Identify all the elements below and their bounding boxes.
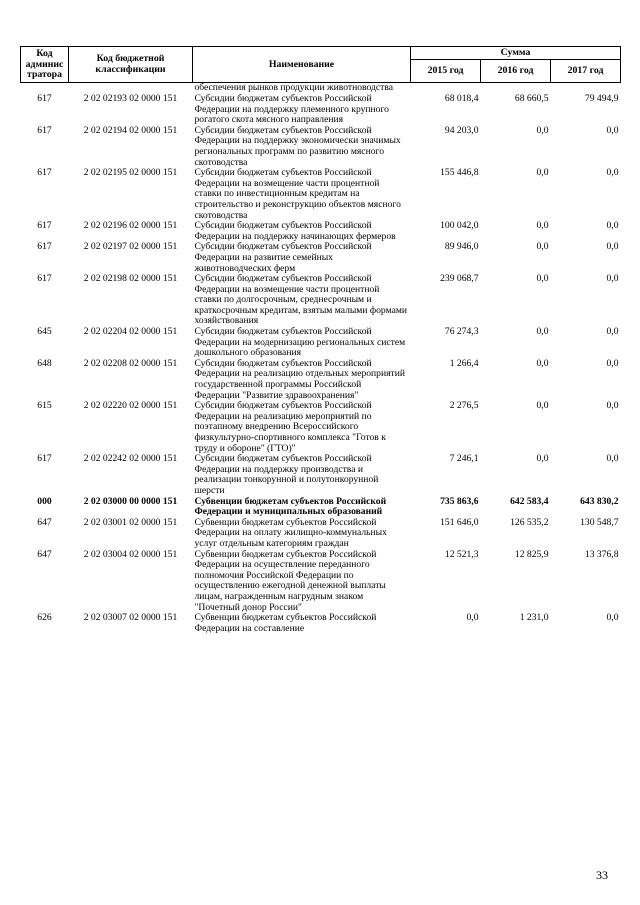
name-cell: Субвенции бюджетам субъектов Российской Федерации и муниципальных образований — [194, 495, 387, 518]
admin-code-cell: 617 — [37, 241, 52, 253]
sum-2015-cell: 12 521,3 — [444, 548, 479, 560]
sum-2015-cell: 2 276,5 — [449, 400, 479, 412]
sum-2016-cell: 0,0 — [536, 357, 549, 369]
sum-2017-cell: 643 830,2 — [580, 495, 619, 507]
table-row — [21, 221, 621, 242]
sum-2016-cell: 68 660,5 — [514, 93, 549, 104]
admin-code-cell: 615 — [37, 400, 52, 412]
name-cell: Субвенции бюджетам субъектов Российской Федерации на оплату жилищно-коммунальных услуг отдельным категориям граждан — [194, 516, 387, 549]
page-number: 33 — [596, 868, 608, 882]
name-cell: Субвенции бюджетам субъектов Российской Федерации на осуществление переданного полномочия Российской Федерации по осуществлению ежегодной денежной выплаты лицам, награжденным нагрудным знаком "Почетный донор России" — [194, 548, 386, 613]
sum-2015-cell: 94 203,0 — [444, 124, 479, 136]
sum-2016-cell: 0,0 — [536, 453, 549, 465]
header-admin-code: Код админис тратора — [21, 47, 69, 83]
sum-2016-cell: 126 535,2 — [510, 516, 549, 528]
budget-code-cell: 2 02 03000 00 0000 151 — [83, 495, 178, 507]
admin-code-cell: 617 — [37, 273, 52, 285]
name-cell: Субсидии бюджетам субъектов Российской Федерации на реализацию отдельных мероприятий государственной программы Российской Федерации "Развитие здравоохранения" — [194, 357, 405, 401]
admin-code-cell: 617 — [37, 167, 52, 179]
budget-code-cell: 2 02 03004 02 0000 151 — [83, 548, 178, 560]
budget-code-cell: 2 02 03001 02 0000 151 — [83, 516, 178, 528]
budget-code-cell: 2 02 02220 02 0000 151 — [83, 400, 178, 412]
sum-2016-cell: 0,0 — [536, 326, 549, 338]
sum-2016-cell: 642 583,4 — [510, 495, 549, 507]
sum-2017-cell: 0,0 — [606, 453, 619, 465]
header-budget-code: Код бюджетной классификации — [69, 47, 193, 83]
continuation-text: обеспечения рынков продукции животноводства — [194, 82, 393, 94]
admin-code-cell: 645 — [37, 326, 52, 338]
sum-2017-cell: 0,0 — [606, 357, 619, 369]
budget-code-cell: 2 02 02242 02 0000 151 — [83, 453, 178, 465]
sum-2017-cell: 0,0 — [606, 612, 619, 624]
table-row — [21, 613, 621, 634]
admin-code-cell: 647 — [37, 516, 52, 528]
sum-2015-cell: 7 246,1 — [449, 453, 479, 465]
sum-2016-cell: 0,0 — [536, 167, 549, 179]
name-cell: Субсидии бюджетам субъектов Российской Федерации на поддержку племенного крупного рогатого скота мясного направления — [194, 93, 389, 126]
admin-code-cell: 617 — [37, 220, 52, 232]
name-cell: Субсидии бюджетам субъектов Российской Федерации на поддержку экономически значимых региональных программ по развитию мясного скотоводства — [194, 124, 401, 168]
header-year-2015: 2015 год — [411, 60, 481, 83]
name-cell: Субсидии бюджетам субъектов Российской Федерации на реализацию мероприятий по поэтапному внедрению Всероссийского физкультурно-спортивного комплекса "Готов к труду и обороне" (ГТО)" — [194, 400, 386, 454]
table-row — [21, 274, 621, 327]
admin-code-cell: 647 — [37, 548, 52, 560]
sum-2015-cell: 151 646,0 — [440, 516, 479, 528]
budget-code-cell: 2 02 02193 02 0000 151 — [83, 93, 178, 104]
name-cell: Субсидии бюджетам субъектов Российской Федерации на поддержку производства и реализации тонкорунной и полутонкорунной шерсти — [194, 453, 379, 496]
budget-code-cell: 2 02 02194 02 0000 151 — [83, 124, 178, 136]
budget-code-cell: 2 02 02198 02 0000 151 — [83, 273, 178, 285]
admin-code-cell: 648 — [37, 357, 52, 369]
table-row — [21, 497, 621, 518]
name-cell: Субсидии бюджетам субъектов Российской Федерации на возмещение части процентной ставки по инвестиционным кредитам на строительство и реконструкцию объектов мясного скотоводства — [194, 167, 401, 221]
sum-2017-cell: 79 494,9 — [584, 93, 619, 104]
sum-2016-cell: 0,0 — [536, 273, 549, 285]
header-year-2017: 2017 год — [551, 60, 621, 83]
sum-2017-cell: 0,0 — [606, 400, 619, 412]
table-row — [21, 126, 621, 168]
name-cell: Субсидии бюджетам субъектов Российской Федерации на развитие семейных животноводческих ферм — [194, 241, 372, 274]
sum-2015-cell: 0,0 — [466, 612, 479, 624]
table-row — [21, 168, 621, 221]
sum-2016-cell: 12 825,9 — [514, 548, 549, 560]
admin-code-cell: 626 — [37, 612, 52, 624]
sum-2017-cell: 0,0 — [606, 241, 619, 253]
sum-2017-cell: 0,0 — [606, 326, 619, 338]
table-row — [21, 327, 621, 359]
sum-2015-cell: 1 266,4 — [449, 357, 479, 369]
sum-2016-cell: 1 231,0 — [519, 612, 549, 624]
table-row — [21, 454, 621, 496]
budget-code-cell: 2 02 02204 02 0000 151 — [83, 326, 178, 338]
admin-code-cell: 617 — [37, 93, 52, 104]
sum-2017-cell: 130 548,7 — [580, 516, 619, 528]
name-cell: Субсидии бюджетам субъектов Российской Федерации на поддержку начинающих фермеров — [194, 220, 396, 242]
admin-code-cell: 617 — [37, 453, 52, 465]
sum-2015-cell: 76 274,3 — [444, 326, 479, 338]
header-year-2016: 2016 год — [481, 60, 551, 83]
sum-2015-cell: 100 042,0 — [440, 220, 479, 232]
table-header-row — [21, 47, 621, 60]
sum-2015-cell: 155 446,8 — [440, 167, 479, 179]
table-row — [21, 94, 621, 126]
budget-table — [20, 46, 621, 634]
sum-2017-cell: 0,0 — [606, 124, 619, 136]
name-cell: Субсидии бюджетам субъектов Российской Федерации на модернизацию региональных систем дошкольного образования — [194, 326, 406, 359]
sum-2017-cell: 0,0 — [606, 220, 619, 232]
header-sum: Сумма — [411, 47, 621, 60]
table-row — [21, 359, 621, 401]
name-cell: Субвенции бюджетам субъектов Российской Федерации на составление — [194, 612, 377, 634]
sum-2016-cell: 0,0 — [536, 241, 549, 253]
sum-2015-cell: 68 018,4 — [444, 93, 479, 104]
budget-code-cell: 2 02 02195 02 0000 151 — [83, 167, 178, 179]
table-row — [21, 550, 621, 614]
sum-2015-cell: 735 863,6 — [440, 495, 479, 507]
budget-code-cell: 2 02 03007 02 0000 151 — [83, 612, 178, 624]
name-cell: Субсидии бюджетам субъектов Российской Федерации на возмещение части процентной ставки по долгосрочным, среднесрочным и краткосрочным кредитам, взятым малыми формами хозяйствования — [194, 273, 408, 327]
sum-2016-cell: 0,0 — [536, 124, 549, 136]
table-row — [21, 242, 621, 274]
sum-2017-cell: 0,0 — [606, 167, 619, 179]
admin-code-cell: 000 — [37, 495, 52, 507]
budget-code-cell: 2 02 02208 02 0000 151 — [83, 357, 178, 369]
sum-2016-cell: 0,0 — [536, 220, 549, 232]
sum-2017-cell: 0,0 — [606, 273, 619, 285]
table-row — [21, 401, 621, 454]
budget-code-cell: 2 02 02196 02 0000 151 — [83, 220, 178, 232]
admin-code-cell: 617 — [37, 124, 52, 136]
budget-code-cell: 2 02 02197 02 0000 151 — [83, 241, 178, 253]
header-name: Наименование — [193, 47, 411, 83]
sum-2015-cell: 239 068,7 — [440, 273, 479, 285]
sum-2015-cell: 89 946,0 — [444, 241, 479, 253]
table-row — [21, 518, 621, 550]
sum-2016-cell: 0,0 — [536, 400, 549, 412]
sum-2017-cell: 13 376,8 — [584, 548, 619, 560]
